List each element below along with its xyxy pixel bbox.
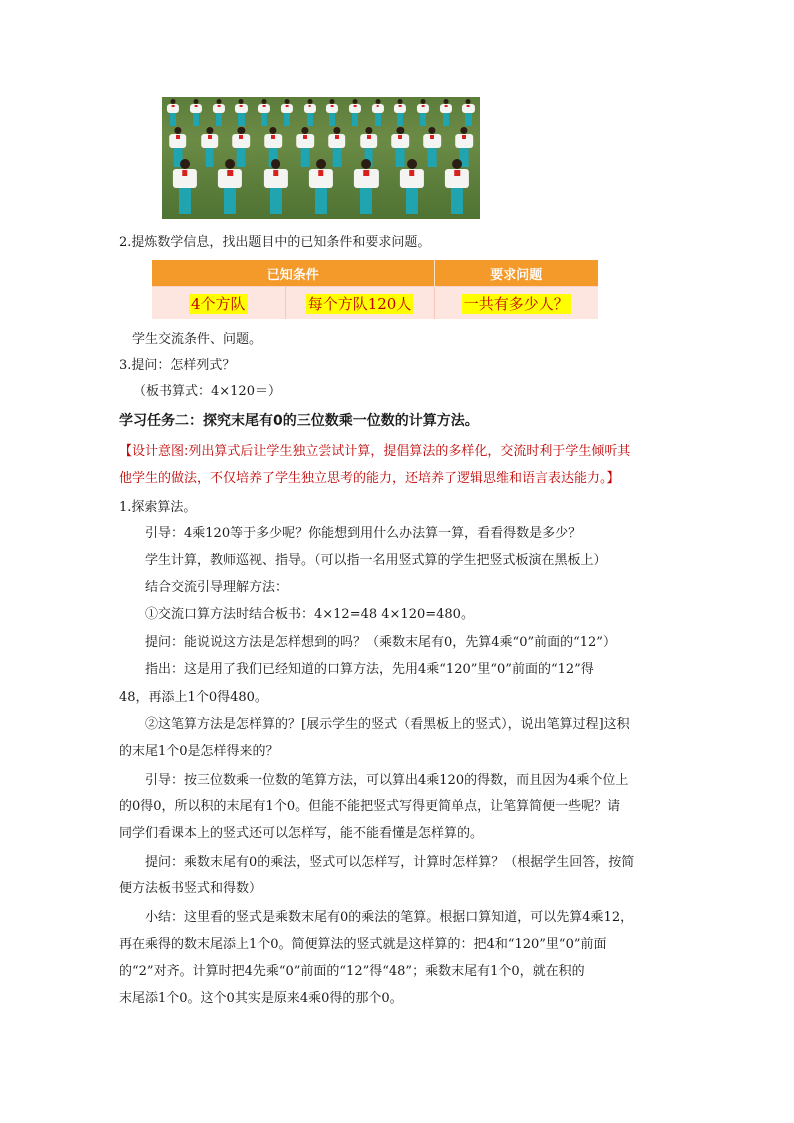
- known-conditions-header: 已知条件: [152, 260, 434, 287]
- paragraph: 的0得0，所以积的末尾有1个0。但能不能把竖式写得更简单点，让笔算简便一些呢？请: [119, 799, 621, 814]
- paragraph: 48，再添上1个0得480。: [119, 690, 268, 705]
- paragraph: 1.探索算法。: [119, 500, 197, 515]
- student-head: [333, 127, 340, 134]
- student-scarf: [409, 170, 415, 176]
- photo-row: [162, 159, 480, 219]
- student-scarf: [399, 105, 402, 108]
- student-scarf: [303, 135, 307, 139]
- student-head: [361, 159, 371, 169]
- student-scarf: [444, 105, 447, 108]
- paragraph: （板书算式：4×120＝）: [133, 384, 281, 399]
- student-pants: [224, 188, 236, 214]
- known-condition-1: 4个方队: [190, 294, 246, 313]
- student-scarf: [335, 135, 339, 139]
- paragraph: 指出：这是用了我们已经知道的口算方法，先用4乘“120”里“0”前面的“12”得: [145, 662, 594, 677]
- student-figure: [354, 159, 378, 219]
- step-2-text: 2.提炼数学信息，找出题目中的已知条件和要求问题。: [119, 235, 431, 250]
- student-scarf: [422, 105, 425, 108]
- student-figure: [173, 159, 197, 219]
- paragraph: 小结：这里看的竖式是乘数末尾有0的乘法的笔算。根据口算知道，可以先算4乘12，: [145, 910, 634, 925]
- paragraph: 引导：4乘120等于多少呢？你能想到用什么办法算一算，看看得数是多少？: [145, 526, 582, 541]
- paragraph: 末尾添1个0。这个0其实是原来4乘0得的那个0。: [119, 991, 403, 1006]
- student-head: [238, 127, 245, 134]
- design-intent: 【设计意图:列出算式后让学生独立尝试计算，提倡算法的多样化，交流时利于学生倾听其: [119, 444, 631, 459]
- student-scarf: [176, 135, 180, 139]
- student-figure: [445, 159, 469, 219]
- student-pants: [315, 188, 327, 214]
- student-scarf: [467, 105, 470, 108]
- student-scarf: [263, 105, 266, 108]
- student-scarf: [227, 170, 233, 176]
- student-pants: [375, 113, 381, 126]
- student-scarf: [398, 135, 402, 139]
- student-figure: [218, 159, 242, 219]
- student-pants: [360, 188, 372, 214]
- student-scarf: [172, 105, 175, 108]
- known-cell: [152, 287, 285, 320]
- student-pants: [329, 113, 335, 126]
- student-pants: [179, 188, 191, 214]
- student-head: [301, 127, 308, 134]
- student-scarf: [271, 135, 275, 139]
- student-figure: [400, 159, 424, 219]
- student-scarf: [208, 135, 212, 139]
- student-head: [365, 127, 372, 134]
- student-scarf: [462, 135, 466, 139]
- student-head: [225, 159, 235, 169]
- student-pants: [261, 113, 267, 126]
- student-scarf: [239, 135, 243, 139]
- student-scarf: [217, 105, 220, 108]
- paragraph: 便方法板书竖式和得数）: [119, 881, 263, 896]
- student-head: [452, 159, 462, 169]
- paragraph: 提问：能说说这方法是怎样想到的吗？（乘数末尾有0，先算4乘“0”前面的“12”）: [145, 635, 616, 650]
- student-head: [407, 159, 417, 169]
- student-pants: [170, 113, 176, 126]
- paragraph: 3.提问：怎样列式？: [119, 358, 236, 373]
- student-scarf: [285, 105, 288, 108]
- student-scarf: [454, 170, 460, 176]
- student-scarf: [195, 105, 198, 108]
- student-scarf: [364, 170, 370, 176]
- student-head: [174, 127, 181, 134]
- paragraph: 学生交流条件、问题。: [132, 332, 263, 347]
- student-pants: [420, 113, 426, 126]
- student-head: [180, 159, 190, 169]
- student-head: [206, 127, 213, 134]
- paragraph: 学生计算，教师巡视、指导。（可以指一名用竖式算的学生把竖式板演在黑板上）: [145, 553, 607, 568]
- paragraph: 引导：按三位数乘一位数的笔算方法，可以算出4乘120的得数，而且因为4乘个位上: [145, 773, 629, 788]
- student-scarf: [376, 105, 379, 108]
- student-scarf: [308, 105, 311, 108]
- student-pants: [193, 113, 199, 126]
- question-cell: [434, 287, 598, 320]
- task-heading: 学习任务二：探究末尾有0的三位数乘一位数的计算方法。: [119, 413, 479, 429]
- student-head: [397, 127, 404, 134]
- student-pants: [465, 113, 471, 126]
- student-head: [270, 127, 277, 134]
- student-pants: [406, 188, 418, 214]
- student-figure: [309, 159, 333, 219]
- student-head: [316, 159, 326, 169]
- paragraph: 的“2”对齐。计算时把4先乘“0”前面的“12”得“48”；乘数末尾有1个0，就在积的: [119, 964, 585, 979]
- student-scarf: [430, 135, 434, 139]
- student-scarf: [354, 105, 357, 108]
- student-scarf: [331, 105, 334, 108]
- student-head: [429, 127, 436, 134]
- student-scarf: [318, 170, 324, 176]
- paragraph: 再在乘得的数末尾添上1个0。简便算法的竖式就是这样算的：把4和“120”里“0”前面: [119, 937, 607, 952]
- question-text: 一共有多少人？: [463, 294, 569, 313]
- question-header: 要求问题: [434, 260, 598, 287]
- student-head: [271, 159, 281, 169]
- students-exercise-photo: [162, 97, 480, 219]
- student-figure: [263, 159, 287, 219]
- student-pants: [451, 188, 463, 214]
- paragraph: 提问：乘数末尾有0的乘法，竖式可以怎样写，计算时怎样算？（根据学生回答，按简: [145, 855, 635, 870]
- student-scarf: [182, 170, 188, 176]
- paragraph: 的末尾1个0是怎样得来的？: [119, 744, 279, 759]
- student-pants: [284, 113, 290, 126]
- student-pants: [397, 113, 403, 126]
- student-pants: [307, 113, 313, 126]
- student-pants: [443, 113, 449, 126]
- student-scarf: [367, 135, 371, 139]
- student-head: [460, 127, 467, 134]
- student-scarf: [240, 105, 243, 108]
- known-condition-2: 每个方队120人: [307, 294, 412, 313]
- student-pants: [216, 113, 222, 126]
- student-scarf: [273, 170, 279, 176]
- paragraph: 同学们看课本上的竖式还可以怎样写，能不能看懂是怎样算的。: [119, 826, 484, 841]
- conditions-table: [152, 260, 598, 319]
- student-pants: [352, 113, 358, 126]
- design-intent: 他学生的做法，不仅培养了学生独立思考的能力，还培养了逻辑思维和语言表达能力。】: [119, 471, 620, 486]
- student-pants: [238, 113, 244, 126]
- known-cell: [285, 287, 434, 320]
- paragraph: ①交流口算方法时结合板书：4×12=48 4×120=480。: [145, 607, 474, 622]
- paragraph: 结合交流引导理解方法：: [145, 580, 289, 595]
- student-pants: [270, 188, 282, 214]
- paragraph: ②这笔算方法是怎样算的？[展示学生的竖式（看黑板上的竖式），说出笔算过程]这积: [145, 717, 630, 732]
